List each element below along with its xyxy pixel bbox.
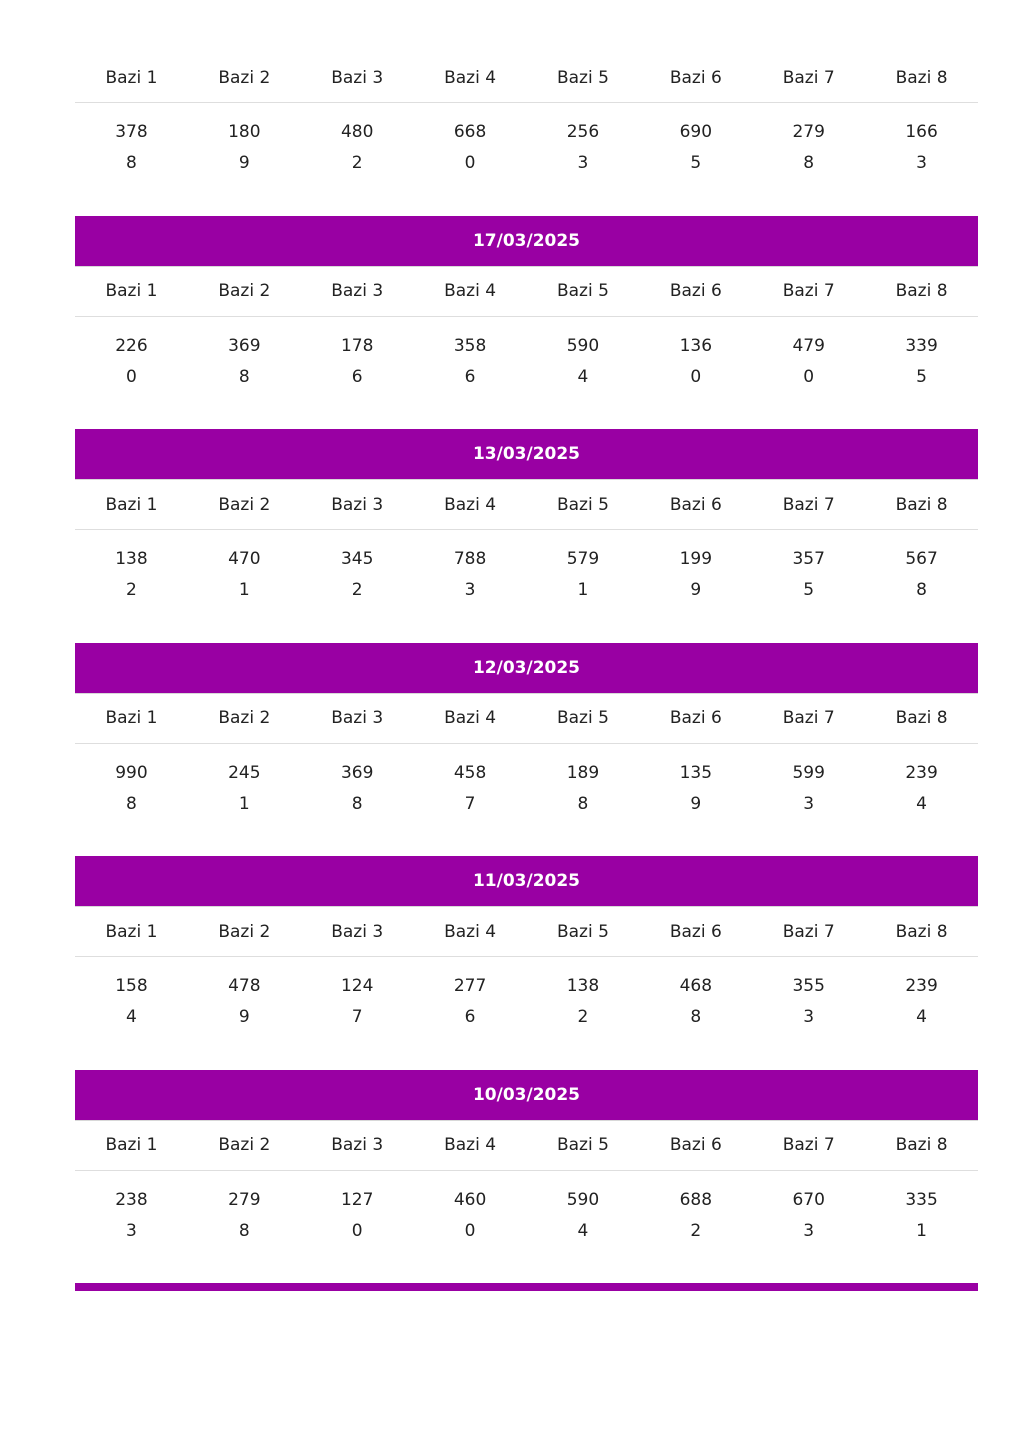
column-header: Bazi 4	[414, 907, 527, 957]
column-header: Bazi 3	[301, 694, 414, 744]
column-header-row	[75, 907, 978, 957]
result-digit: 1	[577, 580, 589, 600]
result-number: 256	[566, 122, 600, 142]
result-cell	[865, 1170, 978, 1283]
column-header: Bazi 6	[639, 694, 752, 744]
result-digit: 8	[916, 580, 927, 600]
result-number: 990	[115, 762, 148, 783]
result-block	[75, 1070, 978, 1284]
column-header: Bazi 5	[527, 53, 640, 103]
column-header: Bazi 6	[639, 907, 752, 957]
result-number: 178	[340, 335, 374, 356]
column-header: Bazi 2	[188, 694, 301, 744]
result-digit: 7	[351, 1007, 363, 1027]
result-cell	[414, 743, 527, 856]
result-block	[75, 216, 978, 430]
column-header: Bazi 3	[301, 907, 414, 957]
result-digit: 5	[690, 153, 702, 173]
result-cell	[752, 743, 865, 856]
result-cell	[301, 103, 414, 216]
results-table	[75, 480, 978, 643]
result-digit: 9	[690, 793, 702, 814]
result-number: 369	[340, 762, 374, 783]
result-digit: 8	[351, 793, 363, 814]
result-number: 358	[453, 335, 487, 356]
column-header-row	[75, 267, 978, 317]
result-number: 339	[905, 335, 938, 356]
column-header: Bazi 4	[414, 267, 527, 317]
result-block	[75, 643, 978, 857]
result-digit: 8	[690, 1007, 702, 1027]
result-digit: 3	[577, 153, 589, 173]
result-digit: 4	[577, 366, 589, 387]
result-digit: 8	[126, 153, 137, 173]
result-digit: 3	[126, 1220, 137, 1241]
result-digit: 4	[577, 1220, 589, 1241]
result-digit: 1	[238, 793, 250, 814]
result-digit: 0	[464, 153, 476, 173]
result-number: 138	[115, 549, 148, 569]
column-header: Bazi 5	[527, 480, 640, 530]
result-number: 245	[228, 762, 261, 783]
result-cell	[188, 316, 301, 429]
results-table	[75, 694, 978, 857]
result-cell	[301, 316, 414, 429]
result-digit: 2	[351, 580, 363, 600]
result-number: 567	[905, 549, 938, 569]
result-cell	[75, 743, 188, 856]
result-number: 138	[566, 976, 600, 996]
result-number: 369	[228, 335, 261, 356]
results-table	[75, 907, 978, 1070]
result-digit: 1	[238, 580, 250, 600]
column-header: Bazi 8	[865, 267, 978, 317]
table-row	[75, 530, 978, 643]
result-number: 158	[115, 976, 148, 996]
result-cell	[414, 530, 527, 643]
result-cell	[75, 316, 188, 429]
column-header: Bazi 8	[865, 1121, 978, 1171]
result-cell	[639, 1170, 752, 1283]
result-number: 788	[453, 549, 487, 569]
result-number: 238	[115, 1189, 148, 1210]
result-number: 590	[566, 1189, 600, 1210]
result-number: 378	[115, 122, 148, 142]
column-header: Bazi 3	[301, 1121, 414, 1171]
results-table	[75, 267, 978, 430]
table-row	[75, 1170, 978, 1283]
result-number: 599	[792, 762, 825, 783]
result-cell	[865, 957, 978, 1070]
result-digit: 8	[238, 1220, 250, 1241]
result-digit: 8	[238, 366, 250, 387]
result-cell	[301, 743, 414, 856]
column-header: Bazi 5	[527, 1121, 640, 1171]
result-number: 579	[566, 549, 600, 569]
result-cell	[527, 316, 640, 429]
date-header: 12/03/2025	[75, 643, 978, 694]
result-digit: 6	[464, 1007, 476, 1027]
column-header: Bazi 7	[752, 907, 865, 957]
date-header: 10/03/2025	[75, 1070, 978, 1121]
result-cell	[865, 743, 978, 856]
result-cell	[639, 316, 752, 429]
result-cell	[414, 1170, 527, 1283]
result-digit: 9	[238, 1007, 250, 1027]
result-digit: 3	[916, 153, 927, 173]
result-block	[75, 856, 978, 1070]
result-digit: 1	[916, 1220, 927, 1241]
result-cell	[752, 316, 865, 429]
result-number: 189	[566, 762, 600, 783]
column-header: Bazi 4	[414, 1121, 527, 1171]
result-digit: 0	[464, 1220, 476, 1241]
result-cell	[752, 103, 865, 216]
column-header: Bazi 2	[188, 480, 301, 530]
result-cell	[188, 957, 301, 1070]
result-block	[75, 53, 978, 216]
result-number: 590	[566, 335, 600, 356]
result-cell	[188, 1170, 301, 1283]
column-header-row	[75, 694, 978, 744]
result-number: 127	[340, 1189, 374, 1210]
result-number: 226	[115, 335, 148, 356]
column-header: Bazi 6	[639, 480, 752, 530]
result-digit: 3	[803, 1007, 815, 1027]
result-number: 355	[792, 976, 825, 996]
result-number: 279	[228, 1189, 261, 1210]
result-digit: 7	[464, 793, 476, 814]
result-number: 239	[905, 976, 938, 996]
column-header: Bazi 5	[527, 267, 640, 317]
result-digit: 2	[126, 580, 137, 600]
column-header: Bazi 1	[75, 694, 188, 744]
result-digit: 8	[126, 793, 137, 814]
column-header: Bazi 2	[188, 907, 301, 957]
result-cell	[414, 103, 527, 216]
result-number: 479	[792, 335, 825, 356]
column-header: Bazi 2	[188, 53, 301, 103]
column-header-row	[75, 480, 978, 530]
result-block	[75, 429, 978, 643]
result-digit: 9	[238, 153, 250, 173]
result-cell	[865, 103, 978, 216]
result-number: 690	[679, 122, 713, 142]
result-number: 670	[792, 1189, 825, 1210]
column-header-row	[75, 1121, 978, 1171]
result-cell	[527, 743, 640, 856]
results-table	[75, 1121, 978, 1284]
column-header: Bazi 1	[75, 480, 188, 530]
date-header: 13/03/2025	[75, 429, 978, 480]
column-header: Bazi 5	[527, 907, 640, 957]
result-cell	[527, 1170, 640, 1283]
column-header: Bazi 2	[188, 267, 301, 317]
result-cell	[301, 530, 414, 643]
result-digit: 2	[577, 1007, 589, 1027]
results-table	[75, 53, 978, 216]
result-number: 468	[679, 976, 713, 996]
result-cell	[75, 530, 188, 643]
result-cell	[752, 530, 865, 643]
column-header: Bazi 6	[639, 267, 752, 317]
result-cell	[752, 1170, 865, 1283]
result-cell	[639, 530, 752, 643]
result-number: 357	[792, 549, 825, 569]
column-header: Bazi 2	[188, 1121, 301, 1171]
result-cell	[414, 957, 527, 1070]
table-row	[75, 957, 978, 1070]
result-number: 180	[228, 122, 261, 142]
result-cell	[75, 957, 188, 1070]
result-cell	[301, 957, 414, 1070]
column-header: Bazi 4	[414, 480, 527, 530]
next-date-header-partial	[75, 1283, 978, 1291]
result-number: 166	[905, 122, 938, 142]
column-header: Bazi 8	[865, 907, 978, 957]
result-number: 279	[792, 122, 825, 142]
table-row	[75, 316, 978, 429]
column-header-row	[75, 53, 978, 103]
result-digit: 3	[464, 580, 476, 600]
result-cell	[75, 1170, 188, 1283]
column-header: Bazi 3	[301, 480, 414, 530]
result-digit: 6	[464, 366, 476, 387]
result-number: 199	[679, 549, 713, 569]
table-row	[75, 743, 978, 856]
column-header: Bazi 6	[639, 1121, 752, 1171]
column-header: Bazi 7	[752, 267, 865, 317]
result-cell	[527, 957, 640, 1070]
result-number: 470	[228, 549, 261, 569]
result-cell	[301, 1170, 414, 1283]
result-number: 458	[453, 762, 487, 783]
result-cell	[752, 957, 865, 1070]
result-number: 460	[453, 1189, 487, 1210]
result-number: 668	[453, 122, 487, 142]
result-digit: 5	[916, 366, 927, 387]
result-cell	[639, 103, 752, 216]
result-digit: 3	[803, 793, 815, 814]
result-cell	[865, 530, 978, 643]
result-digit: 0	[803, 366, 815, 387]
column-header: Bazi 7	[752, 53, 865, 103]
result-digit: 2	[351, 153, 363, 173]
result-cell	[414, 316, 527, 429]
result-digit: 4	[126, 1007, 137, 1027]
result-cell	[639, 957, 752, 1070]
result-number: 480	[340, 122, 374, 142]
column-header: Bazi 1	[75, 267, 188, 317]
result-digit: 4	[916, 793, 927, 814]
result-cell	[527, 530, 640, 643]
column-header: Bazi 4	[414, 694, 527, 744]
column-header: Bazi 1	[75, 1121, 188, 1171]
result-digit: 4	[916, 1007, 927, 1027]
column-header: Bazi 8	[865, 694, 978, 744]
column-header: Bazi 8	[865, 480, 978, 530]
result-digit: 0	[351, 1220, 363, 1241]
result-number: 124	[340, 976, 374, 996]
result-cell	[188, 743, 301, 856]
result-digit: 0	[690, 366, 702, 387]
result-cell	[188, 103, 301, 216]
result-number: 277	[453, 976, 487, 996]
result-number: 135	[679, 762, 713, 783]
result-digit: 8	[577, 793, 589, 814]
column-header: Bazi 7	[752, 1121, 865, 1171]
result-digit: 8	[803, 153, 815, 173]
result-digit: 2	[690, 1220, 702, 1241]
result-number: 335	[905, 1189, 938, 1210]
date-header: 11/03/2025	[75, 856, 978, 907]
column-header: Bazi 1	[75, 907, 188, 957]
result-number: 345	[340, 549, 374, 569]
result-cell	[527, 103, 640, 216]
result-digit: 5	[803, 580, 815, 600]
column-header: Bazi 7	[752, 694, 865, 744]
result-cell	[75, 103, 188, 216]
result-digit: 6	[351, 366, 363, 387]
column-header: Bazi 4	[414, 53, 527, 103]
result-number: 478	[228, 976, 261, 996]
result-digit: 3	[803, 1220, 815, 1241]
result-number: 688	[679, 1189, 713, 1210]
column-header: Bazi 5	[527, 694, 640, 744]
table-row	[75, 103, 978, 216]
column-header: Bazi 3	[301, 53, 414, 103]
result-cell	[865, 316, 978, 429]
result-digit: 0	[126, 366, 137, 387]
result-cell	[639, 743, 752, 856]
column-header: Bazi 6	[639, 53, 752, 103]
result-digit: 9	[690, 580, 702, 600]
column-header: Bazi 1	[75, 53, 188, 103]
column-header: Bazi 3	[301, 267, 414, 317]
date-header: 17/03/2025	[75, 216, 978, 267]
result-number: 136	[679, 335, 713, 356]
column-header: Bazi 8	[865, 53, 978, 103]
results-list	[75, 53, 978, 1291]
result-cell	[188, 530, 301, 643]
result-number: 239	[905, 762, 938, 783]
column-header: Bazi 7	[752, 480, 865, 530]
